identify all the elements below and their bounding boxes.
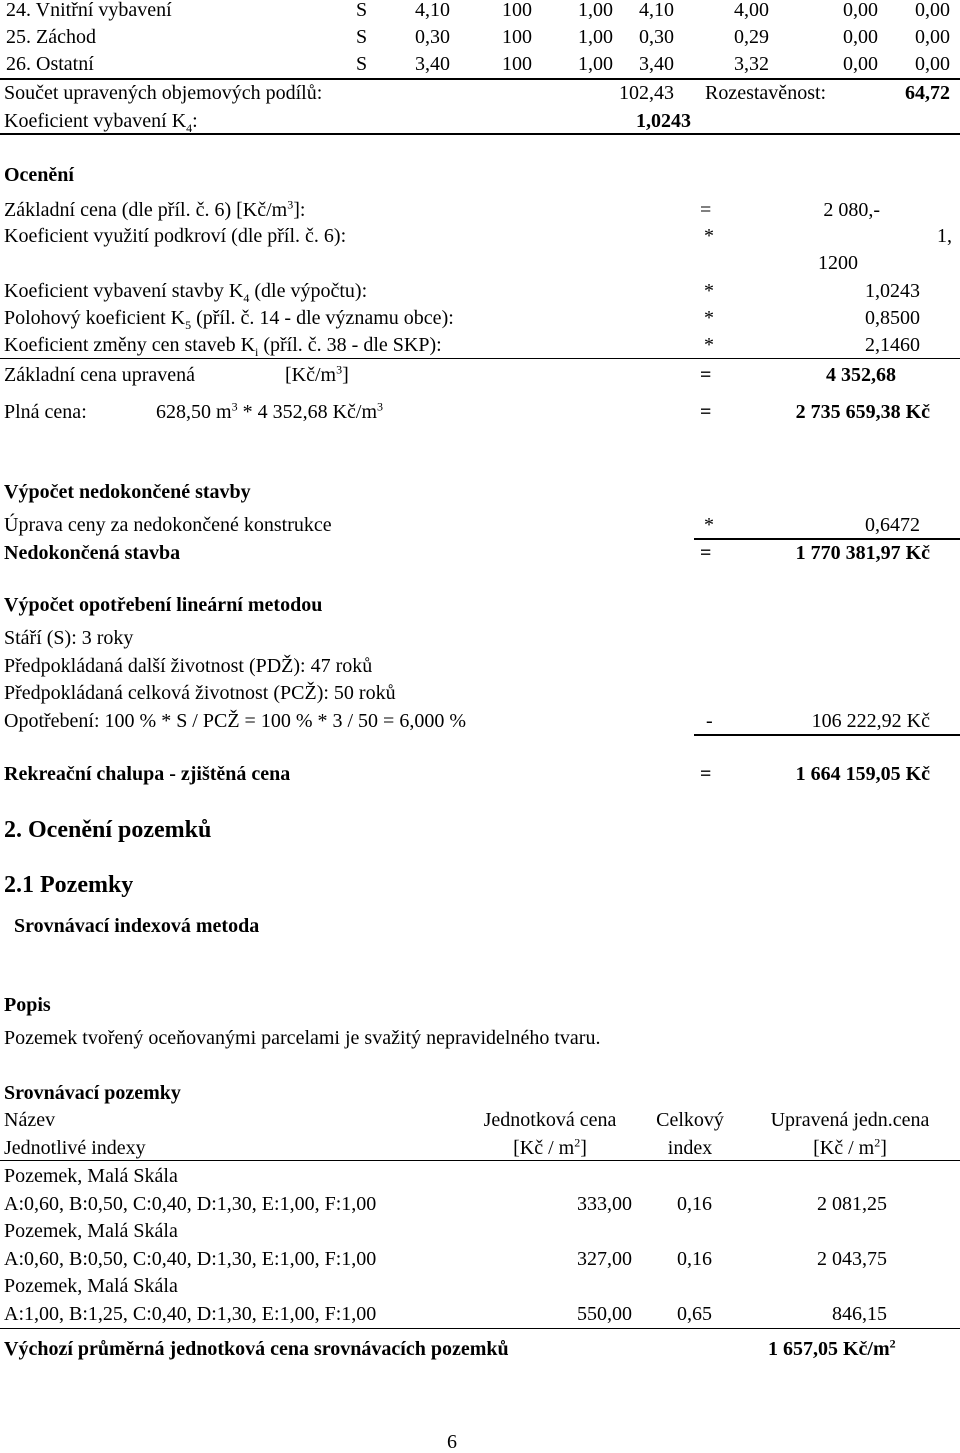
zakl-value: 2 080,- <box>823 199 880 221</box>
k4-label: Koeficient vybavení $K_4$: <box>4 110 198 135</box>
col-header-adj-2: [Kč / $m^2$] <box>813 1135 887 1159</box>
nedok-heading: Výpočet nedokončené stavby <box>4 481 251 503</box>
plna-expr: 628,50 $m^3 * 4$ 352,68 $Kč/m^3$ <box>156 399 383 423</box>
k4-value: 1,0243 <box>636 110 691 132</box>
k5-value: 0,8500 <box>865 307 920 329</box>
row-v4: 0,30 <box>639 26 674 48</box>
sum-value: 102,43 <box>619 82 674 104</box>
row-v5: 0,29 <box>734 26 769 48</box>
row-v2: 100 <box>502 0 532 21</box>
row-v3: 1,00 <box>578 0 613 21</box>
k4s-label: Koeficient vybavení stavby $K_4$ (dle výpočtu): <box>4 280 368 305</box>
row-total: 0,16 <box>677 1248 712 1270</box>
podkrovi-label: Koeficient využití podkroví (dle příl. č. 6): <box>4 225 347 247</box>
row-v4: 3,40 <box>639 53 674 75</box>
row-name: 26. Ostatní <box>6 53 94 75</box>
row-v2: 100 <box>502 26 532 48</box>
zakl-op: = <box>700 199 712 221</box>
divider <box>694 734 960 736</box>
zakl-label: Základní cena (dle příl. č. 6) $[Kč/m^3]$: <box>4 197 306 221</box>
uprava-label: Úprava ceny za nedokončené konstrukce <box>4 514 332 536</box>
row-unit: 333,00 <box>577 1193 632 1215</box>
divider <box>0 358 960 359</box>
row-code: S <box>356 53 368 75</box>
sum-label: Součet upravených objemových podílů: <box>4 82 323 104</box>
col-header-name: Název <box>4 1109 56 1131</box>
row-v6: 0,00 <box>843 26 878 48</box>
row-v7: 0,00 <box>915 53 950 75</box>
col-header-adj: Upravená jedn.cena <box>770 1109 930 1131</box>
col-header-unit-2: [Kč / $m^2$] <box>513 1135 587 1159</box>
row-v5: 4,00 <box>734 0 769 21</box>
divider <box>0 133 960 135</box>
row-v3: 1,00 <box>578 26 613 48</box>
method-heading: Srovnávací indexová metoda <box>14 915 260 937</box>
col-header-indexes: Jednotlivé indexy <box>4 1137 146 1159</box>
section-heading-2-1: 2.1 Pozemky <box>4 872 134 898</box>
pdz-line: Předpokládaná další životnost (PDŽ): 47 roků <box>4 655 373 677</box>
uprava-value: 0,6472 <box>865 514 920 536</box>
plna-op: = <box>700 401 712 423</box>
rekreacni-op: = <box>700 763 712 785</box>
srov-heading: Srovnávací pozemky <box>4 1082 181 1104</box>
row-name: Pozemek, Malá Skála <box>4 1165 178 1187</box>
row-v5: 3,32 <box>734 53 769 75</box>
row-v1: 0,30 <box>415 26 450 48</box>
row-unit: 327,00 <box>577 1248 632 1270</box>
row-v7: 0,00 <box>915 0 950 21</box>
k4s-op: * <box>704 280 714 302</box>
col-header-unit: Jednotková cena <box>483 1109 617 1131</box>
divider <box>0 1328 960 1329</box>
row-indexes: A:0,60, B:0,50, C:0,40, D:1,30, E:1,00, F:1,00 <box>4 1248 377 1270</box>
ki-value: 2,1460 <box>865 334 920 356</box>
plna-label: Plná cena: <box>4 401 87 423</box>
podkrovi-value-cont: 1200 <box>818 252 858 274</box>
uprava-op: * <box>704 514 714 536</box>
divider <box>694 538 960 540</box>
nedok-op: = <box>700 542 712 564</box>
row-v6: 0,00 <box>843 53 878 75</box>
ki-op: * <box>704 334 714 356</box>
rekreacni-value: 1 664 159,05 Kč <box>795 763 930 785</box>
opotreb-op: - <box>706 710 713 732</box>
row-adj: 2 043,75 <box>817 1248 887 1270</box>
row-total: 0,16 <box>677 1193 712 1215</box>
rekreacni-label: Rekreační chalupa - zjištěná cena <box>4 763 291 785</box>
upr-label: Základní cena upravená <box>4 364 196 386</box>
row-indexes: A:1,00, B:1,25, C:0,40, D:1,30, E:1,00, F:1,00 <box>4 1303 377 1325</box>
row-adj: 846,15 <box>832 1303 887 1325</box>
upr-unit: $[Kč/m^3]$ <box>285 362 349 386</box>
col-header-total-2: index <box>667 1137 713 1159</box>
row-name: 24. Vnitřní vybavení <box>6 0 172 21</box>
row-unit: 550,00 <box>577 1303 632 1325</box>
opotreb-line: Opotřebení: 100 % * S / PCŽ = 100 % * 3 / 50 = 6,000 % <box>4 710 466 732</box>
row-name: Pozemek, Malá Skála <box>4 1220 178 1242</box>
podkrovi-value: 1, <box>937 225 952 247</box>
row-adj: 2 081,25 <box>817 1193 887 1215</box>
podkrovi-op: * <box>704 225 714 247</box>
page-number: 6 <box>447 1431 457 1453</box>
opotreb-value: 106 222,92 Kč <box>811 710 930 732</box>
popis-heading: Popis <box>4 994 51 1016</box>
row-v3: 1,00 <box>578 53 613 75</box>
k5-label: Polohový koeficient $K_5$ (příl. č. 14 - dle významu obce): <box>4 307 454 332</box>
row-v7: 0,00 <box>915 26 950 48</box>
oceneni-heading: Ocenění <box>4 164 74 186</box>
plna-value: 2 735 659,38 Kč <box>795 401 930 423</box>
row-name: 25. Záchod <box>6 26 96 48</box>
popis-text: Pozemek tvořený oceňovanými parcelami je svažitý nepravidelného tvaru. <box>4 1027 601 1049</box>
row-indexes: A:0,60, B:0,50, C:0,40, D:1,30, E:1,00, F:1,00 <box>4 1193 377 1215</box>
row-v4: 4,10 <box>639 0 674 21</box>
row-v1: 4,10 <box>415 0 450 21</box>
opotreb-heading: Výpočet opotřebení lineární metodou <box>4 594 323 616</box>
rozestav-label: Rozestavěnost: <box>705 82 827 104</box>
row-name: Pozemek, Malá Skála <box>4 1275 178 1297</box>
avg-label: Výchozí průměrná jednotková cena srovnávacích pozemků <box>4 1338 509 1360</box>
nedok-value: 1 770 381,97 Kč <box>795 542 930 564</box>
ki-label: Koeficient změny cen staveb $K_i$ (příl. č. 38 - dle SKP): <box>4 334 442 359</box>
row-v6: 0,00 <box>843 0 878 21</box>
stari-line: Stáří (S): 3 roky <box>4 627 134 649</box>
row-v1: 3,40 <box>415 53 450 75</box>
rozestav-value: 64,72 <box>905 82 950 104</box>
divider <box>0 1160 960 1161</box>
row-total: 0,65 <box>677 1303 712 1325</box>
upr-value: 4 352,68 <box>826 364 896 386</box>
pcz-line: Předpokládaná celková životnost (PCŽ): 50 roků <box>4 682 396 704</box>
row-code: S <box>356 26 368 48</box>
k4s-value: 1,0243 <box>865 280 920 302</box>
avg-value: 1 657,05 $Kč/m^2$ <box>768 1336 896 1360</box>
upr-op: = <box>700 364 712 386</box>
nedok-label: Nedokončená stavba <box>4 542 181 564</box>
section-heading-2: 2. Ocenění pozemků <box>4 817 212 843</box>
row-v2: 100 <box>502 53 532 75</box>
k5-op: * <box>704 307 714 329</box>
col-header-total: Celkový <box>656 1109 724 1131</box>
row-code: S <box>356 0 368 21</box>
divider <box>0 78 960 80</box>
